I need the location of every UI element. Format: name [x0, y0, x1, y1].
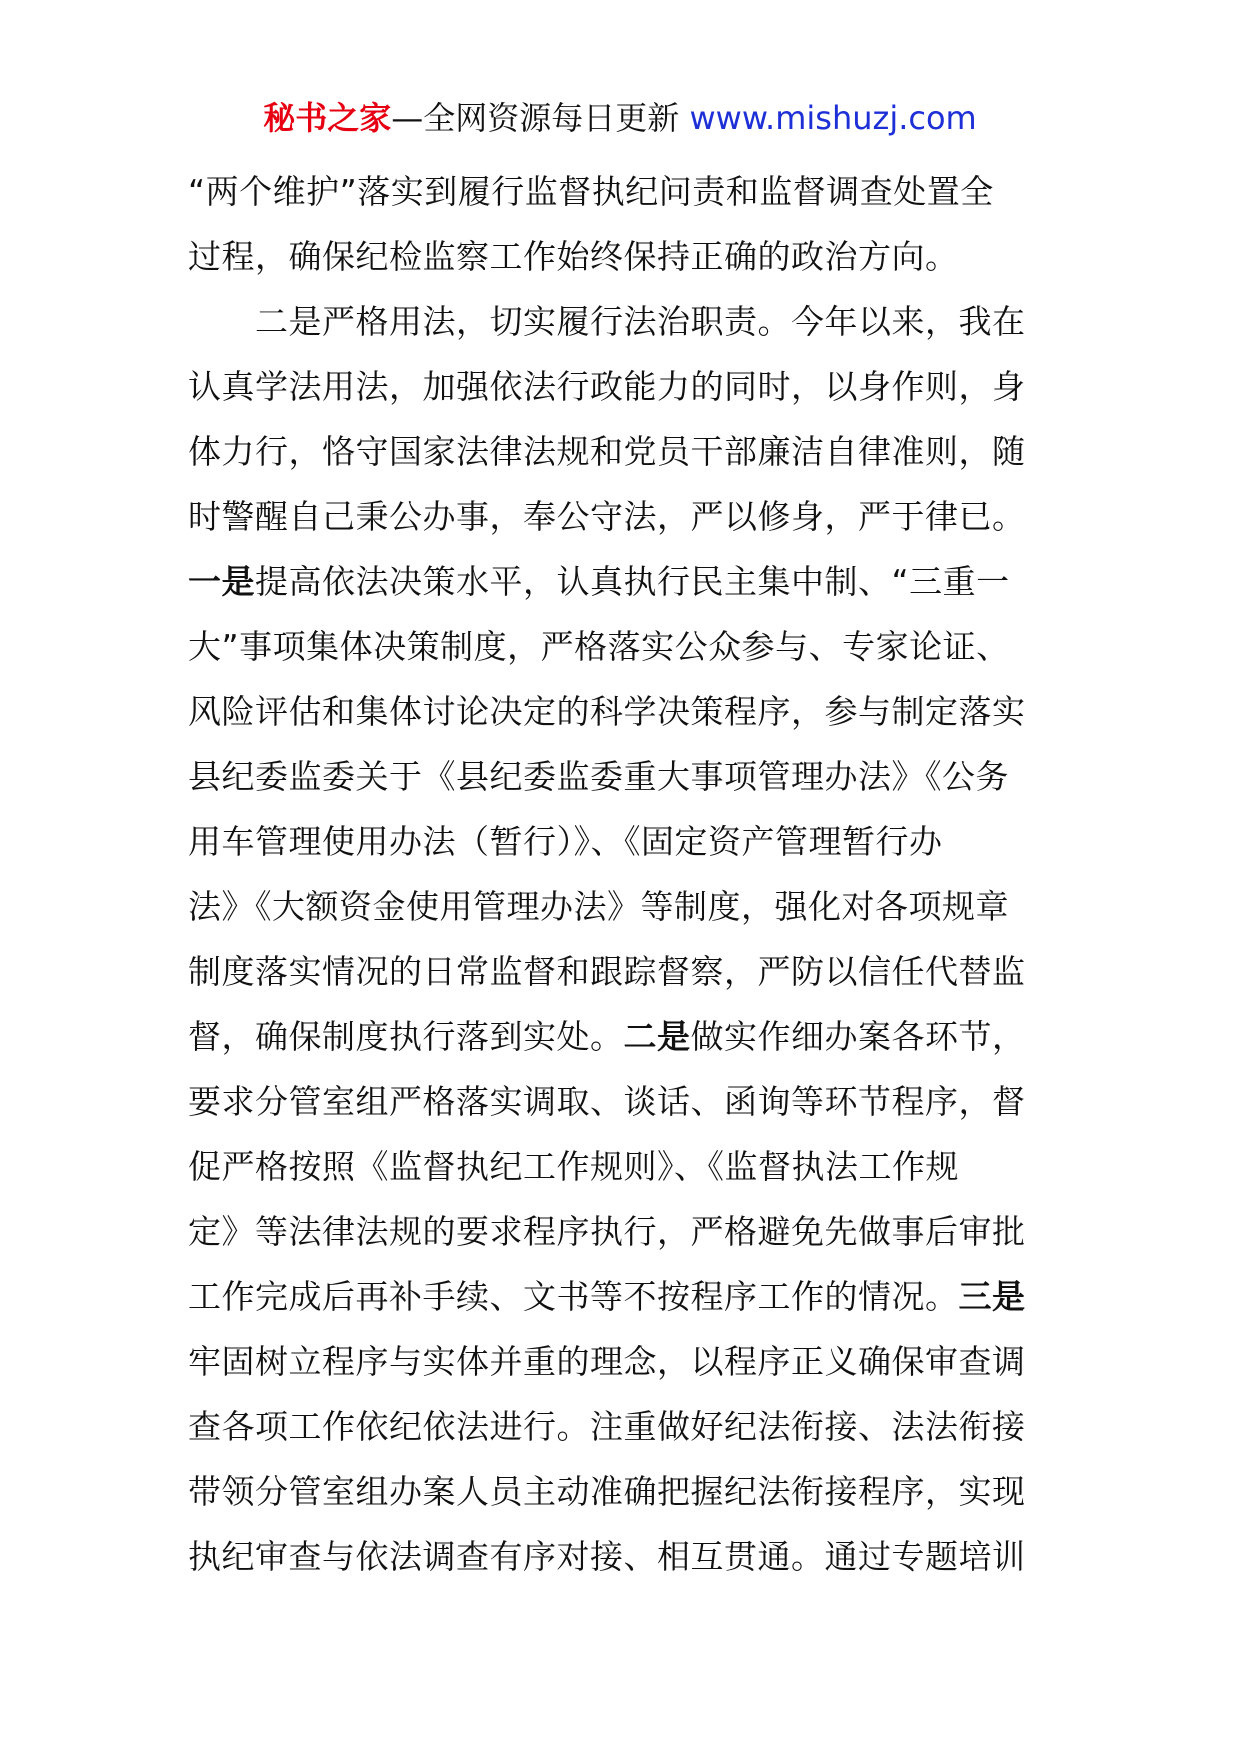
text-line	[188, 1004, 1064, 1069]
text-segment: 牢固树立程序与实体并重的理念，以程序正义确保审查调	[188, 1342, 1026, 1381]
bold-lead-text: 三是	[958, 1277, 1026, 1316]
text-line	[188, 159, 1064, 224]
text-line	[188, 614, 1064, 679]
text-segment: 带领分管室组办案人员主动准确把握纪法衔接程序，实现	[188, 1472, 1026, 1511]
site-url-link[interactable]: www.mishuzj.com	[689, 99, 977, 137]
text-segment: 过程，确保纪检监察工作始终保持正确的政治方向。	[188, 237, 959, 276]
text-line	[188, 1069, 1064, 1134]
text-segment: 体力行，恪守国家法律法规和党员干部廉洁自律准则，随	[188, 432, 1026, 471]
text-line	[188, 1524, 1064, 1589]
text-line	[188, 484, 1064, 549]
text-line	[188, 1199, 1064, 1264]
document-body	[188, 159, 1064, 1589]
page-header	[0, 96, 1240, 140]
text-line	[188, 1134, 1064, 1199]
text-line	[188, 679, 1064, 744]
bold-lead-text: 一是	[188, 562, 255, 601]
text-segment: “两个维护”落实到履行监督执纪问责和监督调查处置全	[188, 172, 994, 211]
text-line	[188, 354, 1064, 419]
text-segment: 提高依法决策水平，认真执行民主集中制、“三重一	[255, 562, 1010, 601]
text-segment: 法》《大额资金使用管理办法》等制度，强化对各项规章	[188, 887, 1009, 926]
text-segment: 督，确保制度执行落到实处。	[188, 1017, 624, 1056]
text-line	[188, 874, 1064, 939]
text-line	[188, 744, 1064, 809]
text-line	[188, 549, 1064, 614]
text-segment: 认真学法用法，加强依法行政能力的同时，以身作则，身	[188, 367, 1026, 406]
text-segment: 做实作细办案各环节，	[690, 1017, 1026, 1056]
text-line	[188, 419, 1064, 484]
text-line	[188, 224, 1064, 289]
header-separator: —	[391, 99, 424, 137]
text-segment: 要求分管室组严格落实调取、谈话、函询等环节程序，督	[188, 1082, 1026, 1121]
brand-name: 秘书之家	[263, 99, 392, 137]
text-segment: 时警醒自己秉公办事，奉公守法，严以修身，严于律已。	[188, 497, 1026, 536]
text-line	[188, 1394, 1064, 1459]
text-segment: 查各项工作依纪依法进行。注重做好纪法衔接、法法衔接	[188, 1407, 1026, 1446]
text-segment: 执纪审查与依法调查有序对接、相互贯通。通过专题培训	[188, 1537, 1026, 1576]
text-segment: 制度落实情况的日常监督和跟踪督察，严防以信任代替监	[188, 952, 1026, 991]
text-line	[188, 939, 1064, 1004]
text-line	[188, 289, 1064, 354]
text-segment: 风险评估和集体讨论决定的科学决策程序，参与制定落实	[188, 692, 1026, 731]
text-line	[188, 1264, 1064, 1329]
text-segment: 工作完成后再补手续、文书等不按程序工作的情况。	[188, 1277, 959, 1316]
text-segment: 二是严格用法，切实履行法治职责。今年以来，我在	[188, 302, 1026, 341]
text-segment: 大”事项集体决策制度，严格落实公众参与、专家论证、	[188, 627, 1010, 666]
header-tagline: 全网资源每日更新	[423, 99, 680, 137]
text-line	[188, 1329, 1064, 1394]
text-segment: 用车管理使用办法（暂行）》、《固定资产管理暂行办	[188, 822, 943, 861]
text-line	[188, 809, 1064, 874]
bold-lead-text: 二是	[623, 1017, 691, 1056]
text-segment: 促严格按照《监督执纪工作规则》、《监督执法工作规	[188, 1147, 959, 1186]
text-line	[188, 1459, 1064, 1524]
text-segment: 县纪委监委关于《县纪委监委重大事项管理办法》《公务	[188, 757, 1009, 796]
text-segment: 定》等法律法规的要求程序执行，严格避免先做事后审批	[188, 1212, 1026, 1251]
